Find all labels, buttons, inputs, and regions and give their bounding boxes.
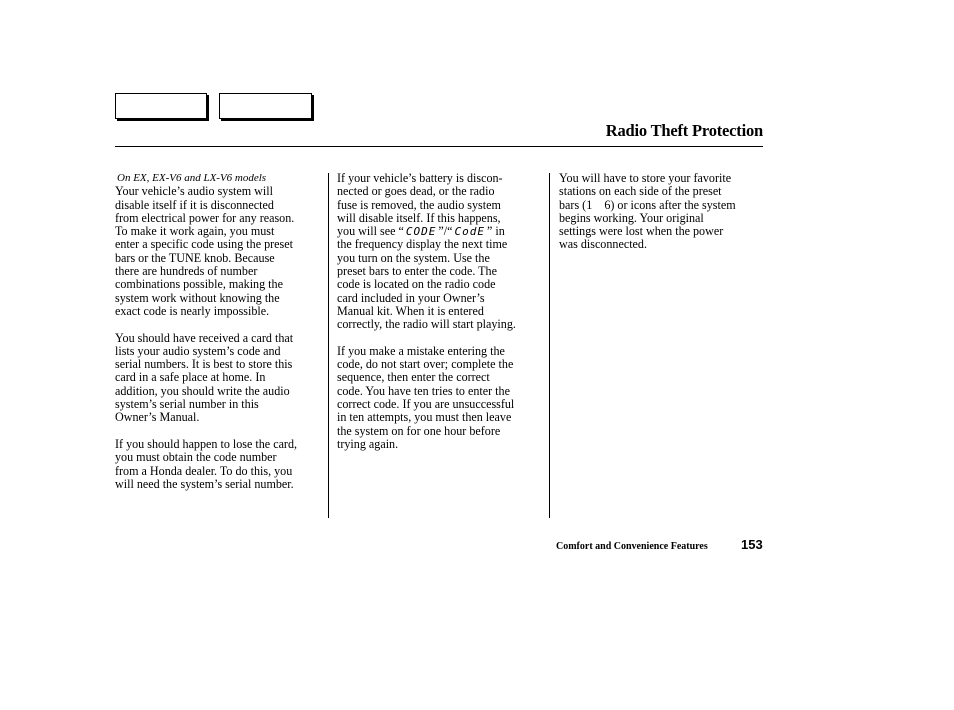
text-line: If your vehicle’s battery is discon- [337,171,503,185]
text-line: enter a specific code using the preset [115,237,293,252]
text-line: there are hundreds of number [115,264,258,279]
column-middle [337,172,543,465]
display-code-upper: CODE [405,225,437,239]
text-line: exact code is nearly impossible. [115,303,270,318]
text-line: fuse is removed, the audio system [337,197,501,212]
text-line: serial numbers. It is best to store this [115,357,293,372]
text-line: trying again. [337,436,399,451]
text-line: If you should happen to lose the card, [115,436,298,451]
text-line: will disable itself. If this happens, [337,210,501,225]
paragraph-lost-card [115,438,323,491]
paragraph-battery-disconnect [337,172,543,332]
text-line: in ten attempts, you must then leave [337,410,512,425]
paragraph-audio-disable [115,185,323,318]
text-line: bars or the TUNE knob. Because [115,250,275,265]
text-line: combinations possible, making the [115,277,283,292]
text-segment: ”/“ [438,224,453,239]
text-line: preset bars to enter the code. The [337,264,497,279]
text-line: Your vehicle’s audio system will [115,184,273,199]
text-line: sequence, then enter the correct [337,370,490,385]
display-code-lower: CodE [454,225,485,239]
text-line: To make it work again, you must [115,224,275,239]
text-line: will need the system’s serial number. [115,476,294,491]
text-line: code. You have ten tries to enter the [337,383,510,398]
footer-section-title: Comfort and Convenience Features [556,541,708,552]
text-line: settings were lost when the power [559,224,724,239]
text-line: was disconnected. [559,237,647,252]
text-line: Manual kit. When it is entered [337,303,484,318]
text-line: the system on for one hour before [337,423,501,438]
paragraph-store-stations [559,172,765,252]
text-segment: you will see “ [337,224,404,239]
text-line: You should have received a card that [115,330,294,345]
text-line: stations on each side of the preset [559,184,722,199]
text-line: correct code. If you are unsuccessful [337,397,515,412]
text-line: you must obtain the code number [115,450,277,465]
text-line: lists your audio system’s code and [115,343,281,358]
page-title: Radio Theft Protection [605,121,763,140]
text-line: code, do not start over; complete the [337,357,514,372]
column-left [115,172,323,504]
header-tab-box-left [115,93,207,119]
paragraph-code-card [115,332,323,425]
text-segment: ” in [486,224,505,239]
text-line: code is located on the radio code [337,277,496,292]
text-line: Owner’s Manual. [115,410,200,425]
title-divider [115,146,763,147]
text-line: begins working. Your original [559,210,704,225]
text-line: system work without knowing the [115,290,280,305]
text-line: card in a safe place at home. In [115,370,266,385]
page-number: 153 [741,537,763,552]
column-divider-1 [328,173,329,518]
text-line: bars (1 6) or icons after the system [559,197,736,212]
text-line: system’s serial number in this [115,397,259,412]
text-line: disable itself if it is disconnected [115,197,274,212]
model-note: On EX, EX-V6 and LX-V6 models [117,172,267,184]
text-line: If you make a mistake entering the [337,343,505,358]
text-line: You will have to store your favorite [559,171,732,185]
column-right [559,172,765,265]
text-line: correctly, the radio will start playing. [337,317,516,332]
text-line: addition, you should write the audio [115,383,290,398]
text-line-with-display-code [337,225,543,238]
text-line: from electrical power for any reason. [115,210,295,225]
text-line: the frequency display the next time [337,237,508,252]
text-line: from a Honda dealer. To do this, you [115,463,293,478]
text-line: card included in your Owner’s [337,290,485,305]
text-line: you turn on the system. Use the [337,250,490,265]
header-tab-box-right [219,93,312,119]
text-line: nected or goes dead, or the radio [337,184,495,199]
paragraph-mistake-entry [337,345,543,451]
column-divider-2 [549,173,550,518]
